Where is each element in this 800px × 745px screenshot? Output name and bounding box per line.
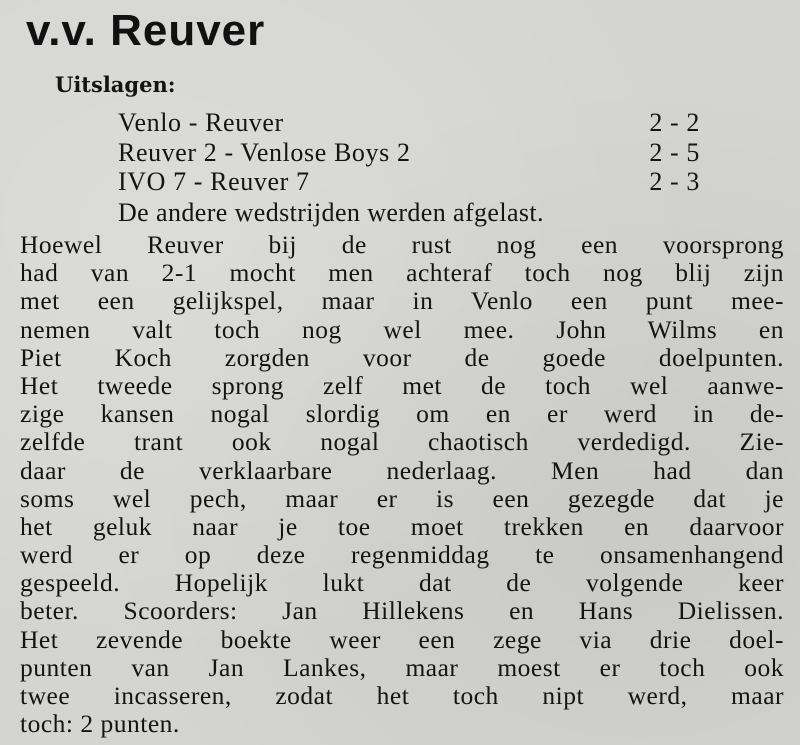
result-match: Reuver 2 - Venlose Boys 2: [118, 138, 411, 167]
article-line: twee incasseren, zodat het toch nipt werd, maar: [20, 681, 784, 710]
article-title: v.v. Reuver: [26, 6, 266, 55]
article-line: zige kansen nogal slordig om en er werd in de-: [20, 399, 784, 429]
results-heading: Uitslagen:: [55, 72, 176, 97]
article-line: Piet Koch zorgden voor de goede doelpunten.: [20, 342, 784, 372]
article-line: Het zevende boekte weer een zege via drie doel-: [20, 624, 784, 654]
article-line: met een gelijkspel, maar in Venlo een punt mee-: [20, 286, 784, 316]
article-line: werd er op deze regenmiddag te onsamenhangend: [20, 540, 784, 570]
result-score: 2 - 5: [649, 138, 700, 167]
result-match: IVO 7 - Reuver 7: [118, 167, 310, 196]
article-line: soms wel pech, maar er is een gezegde dat je: [20, 483, 784, 513]
result-score: 2 - 2: [649, 108, 700, 137]
article-line: punten van Jan Lankes, maar moest er toch ook: [20, 652, 784, 682]
article-line: nemen valt toch nog wel mee. John Wilms en: [20, 314, 784, 344]
result-match: Venlo - Reuver: [118, 108, 284, 137]
article-line: Hoewel Reuver bij de rust nog een voorsprong: [20, 230, 784, 259]
article-line: had van 2-1 mocht men achteraf toch nog blij zijn: [20, 258, 784, 288]
article-line: het geluk naar je toe moet trekken en daarvoor: [20, 511, 784, 541]
result-row: [118, 108, 700, 138]
result-row: [118, 138, 700, 168]
article-body: [20, 231, 784, 738]
article-line: daar de verklaarbare nederlaag. Men had dan: [20, 455, 784, 485]
article-line: beter. Scoorders: Jan Hillekens en Hans Dielissen.: [20, 596, 784, 626]
result-row: [118, 167, 700, 197]
article-line: zelfde trant ook nogal chaotisch verdedigd. Zie-: [20, 427, 784, 457]
article-line: gespeeld. Hopelijk lukt dat de volgende keer: [20, 568, 784, 598]
result-score: 2 - 3: [649, 167, 700, 196]
results-note: De andere wedstrijden werden afgelast.: [118, 198, 544, 227]
article-line: Het tweede sprong zelf met de toch wel aanwe-: [20, 370, 784, 400]
article-line: toch: 2 punten.: [20, 709, 180, 739]
